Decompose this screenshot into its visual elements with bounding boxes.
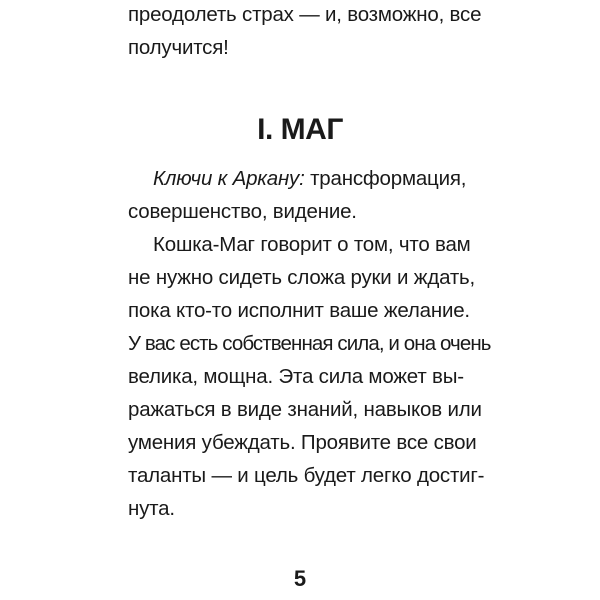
body-line-5: велика, мощна. Эта сила может вы-: [128, 365, 464, 388]
body-line-2: не нужно сидеть сложа руки и ждать,: [128, 266, 475, 289]
section-title: I. МАГ: [257, 113, 343, 146]
keys-line: [153, 164, 466, 194]
keys-label: Ключи к Аркану:: [153, 167, 305, 190]
page-number: 5: [293, 566, 307, 591]
body-line-7: умения убеждать. Проявите все свои: [128, 431, 477, 454]
body-line-1: Кошка-Маг говорит о том, что вам: [153, 233, 471, 256]
body-line-6: ражаться в виде знаний, навыков или: [128, 398, 482, 421]
prev-paragraph-line-1: преодолеть страх — и, возможно, все: [128, 3, 482, 26]
body-line-8: таланты — и цель будет легко достиг-: [128, 464, 485, 487]
keys-value: трансформация,: [310, 167, 467, 190]
body-line-9: нута.: [128, 497, 175, 520]
keys-line-2: совершенство, видение.: [128, 200, 357, 223]
body-line-3: пока кто-то исполнит ваше желание.: [128, 299, 470, 322]
prev-paragraph-line-2: получится!: [128, 36, 229, 59]
body-line-4: У вас есть собственная сила, и она очень: [128, 332, 491, 355]
